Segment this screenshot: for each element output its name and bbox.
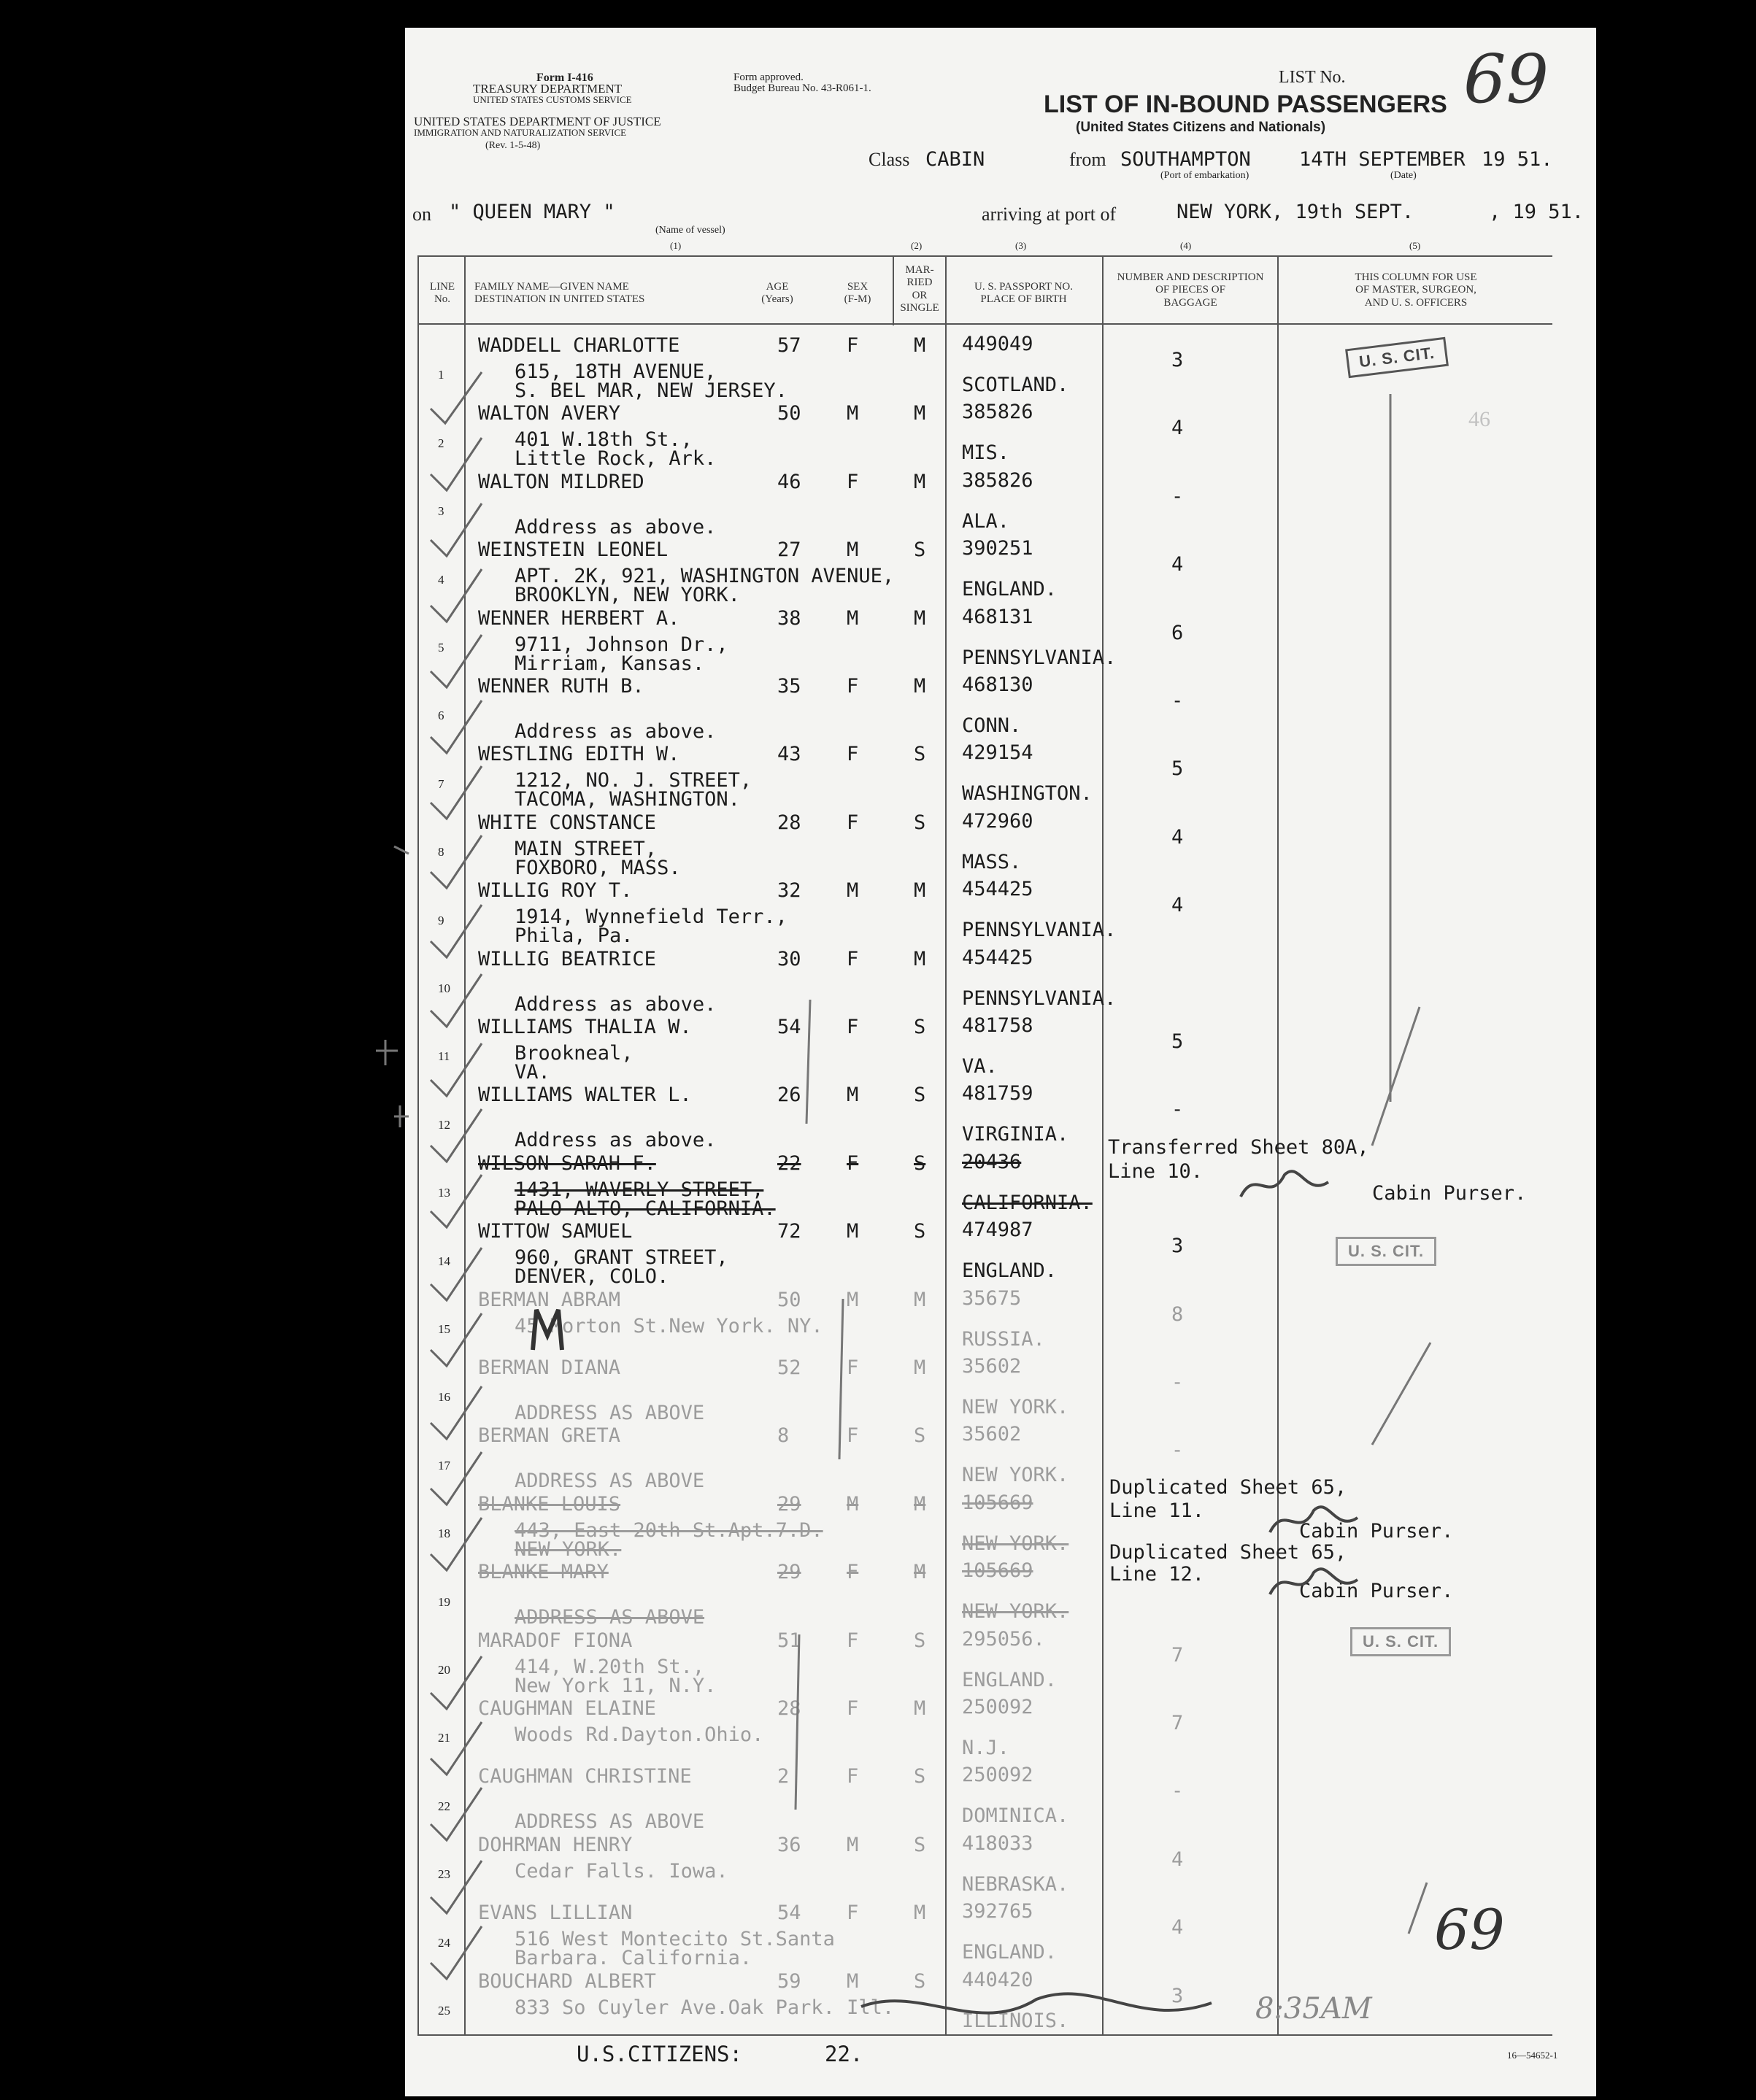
row-addr2: ADDRESS AS ABOVE [515, 1402, 705, 1424]
row-passport: 454425 [962, 946, 1033, 969]
row-birth: ENGLAND. [962, 1668, 1058, 1691]
row-age: 46 [777, 470, 801, 493]
line-number: 4 [438, 572, 444, 587]
row-birth: PENNSYLVANIA. [962, 987, 1117, 1010]
duplicated-note-1a: Duplicated Sheet 65, [1109, 1476, 1347, 1499]
row-ms: M [914, 1492, 926, 1516]
row-addr1: 414, W.20th St., [515, 1655, 705, 1678]
row-age: 51 [777, 1629, 801, 1652]
date-note: (Date) [1390, 170, 1417, 181]
vessel-name: " QUEEN MARY " [449, 201, 615, 223]
row-sex: M [847, 1833, 859, 1856]
row-bag: 4 [1171, 1916, 1184, 1939]
row-ms: S [914, 1765, 926, 1788]
total-value: 22. [825, 2042, 863, 2066]
row-ms: M [914, 879, 926, 903]
row-passport: 472960 [962, 809, 1033, 833]
row-addr2: S. BEL MAR, NEW JERSEY. [515, 379, 787, 402]
checkmark-icon [431, 372, 482, 1979]
row-addr1: 1914, Wynnefield Terr., [515, 906, 787, 929]
row-ms: M [914, 1902, 926, 1925]
row-sex: M [847, 1084, 859, 1107]
row-addr2: Barbara. California. [515, 1947, 752, 1970]
us-cit-stamp: U. S. CIT. [1336, 1237, 1436, 1266]
row-sex: M [847, 1492, 859, 1516]
row-age: 72 [777, 1220, 801, 1243]
row-addr2: Address as above. [515, 1129, 717, 1152]
row-passport: 468131 [962, 605, 1033, 628]
row-ms: S [914, 1424, 926, 1448]
row-passport: 35675 [962, 1286, 1022, 1310]
letter-m-icon [533, 1310, 562, 1350]
row-passport: 392765 [962, 1900, 1033, 1923]
row-sex: F [847, 675, 859, 698]
row-age: 2 [777, 1765, 790, 1788]
row-ms: M [914, 1697, 926, 1720]
col-num-5: (5) [1409, 240, 1421, 251]
row-birth: NEW YORK. [962, 1396, 1069, 1418]
row-sex: F [847, 1356, 859, 1379]
col-header-baggage: NUMBER AND DESCRIPTION OF PIECES OF BAGGAGE [1117, 271, 1264, 309]
row-addr2: NEW YORK. [515, 1537, 622, 1561]
row-birth: WASHINGTON. [962, 782, 1093, 806]
page-title: LIST OF IN-BOUND PASSENGERS [1044, 90, 1447, 118]
row-birth: NEBRASKA. [962, 1872, 1069, 1896]
ins-service: IMMIGRATION AND NATURALIZATION SERVICE [414, 127, 627, 138]
revision: (Rev. 1-5-48) [485, 140, 541, 151]
row-age: 28 [777, 811, 801, 834]
signature-icon [861, 1171, 1358, 2012]
row-addr1: 1431, WAVERLY STREET, [515, 1178, 764, 1201]
row-birth: NEW YORK. [962, 1532, 1069, 1555]
transferred-note-2: Line 10. [1108, 1160, 1204, 1183]
row-addr2: VA. [515, 1061, 550, 1084]
row-ms: S [914, 1151, 926, 1175]
line-number: 14 [438, 1254, 450, 1268]
row-ms: S [914, 1084, 926, 1107]
row-addr2: TACOMA, WASHINGTON. [515, 788, 740, 811]
row-bag: 8 [1171, 1302, 1184, 1326]
pencil-line-icon [376, 394, 1430, 1934]
row-age: 52 [777, 1356, 801, 1379]
row-passport: 250092 [962, 1696, 1033, 1718]
row-ms: M [914, 1288, 926, 1311]
row-addr1: MAIN STREET, [515, 837, 658, 860]
row-ms: S [914, 1016, 926, 1038]
row-addr2: New York 11, N.Y. [515, 1674, 717, 1697]
line-number: 24 [438, 1935, 450, 1950]
row-passport: 385826 [962, 401, 1033, 424]
handwritten-list-no: 69 [1434, 1897, 1505, 1962]
row-sex: F [847, 334, 859, 357]
line-number: 18 [438, 1526, 450, 1541]
line-number: 25 [438, 2004, 450, 2018]
row-bag: - [1171, 690, 1184, 712]
row-passport: 429154 [962, 741, 1033, 765]
from-label: from [1069, 149, 1106, 170]
row-passport: 468130 [962, 673, 1033, 696]
row-addr2: Address as above. [515, 992, 717, 1016]
row-passport: 449049 [962, 333, 1033, 355]
line-number: 8 [438, 845, 444, 860]
line-number: 9 [438, 913, 444, 927]
row-passport: 440420 [962, 1968, 1033, 1991]
row-ms: M [914, 1356, 926, 1379]
row-addr2: Address as above. [515, 720, 717, 743]
row-addr2: Address as above. [515, 515, 717, 538]
row-birth: RUSSIA. [962, 1327, 1045, 1351]
row-addr2: PALO ALTO, CALIFORNIA. [515, 1197, 776, 1220]
row-age: 8 [777, 1424, 790, 1448]
line-number: 1 [438, 368, 444, 382]
row-bag: 4 [1171, 825, 1184, 849]
row-passport: 105669 [962, 1491, 1033, 1514]
row-name: WENNER RUTH B. [478, 675, 644, 698]
list-no-label: LIST No. [1279, 68, 1346, 87]
row-age: 54 [777, 1016, 801, 1038]
row-name: WILLIAMS WALTER L. [478, 1084, 692, 1107]
total-label: U.S.CITIZENS: [577, 2042, 742, 2066]
row-bag: 7 [1171, 1643, 1184, 1667]
duplicated-note-2a: Duplicated Sheet 65, [1109, 1541, 1347, 1564]
row-birth: N.J. [962, 1737, 1010, 1759]
row-birth: NEW YORK. [962, 1600, 1069, 1624]
line-number: 10 [438, 981, 450, 995]
row-sex: F [847, 1902, 859, 1925]
row-age: 22 [777, 1151, 801, 1175]
row-name: WILLIG BEATRICE [478, 947, 656, 970]
row-bag: 7 [1171, 1712, 1184, 1734]
row-passport: 20436 [962, 1150, 1022, 1173]
row-birth: ENGLAND. [962, 578, 1058, 601]
row-passport: 418033 [962, 1831, 1033, 1855]
row-addr1: 516 West Montecito St.Santa [515, 1928, 835, 1951]
row-addr1: APT. 2K, 921, WASHINGTON AVENUE, [515, 565, 895, 588]
row-birth: PENNSYLVANIA. [962, 919, 1117, 942]
row-birth: ALA. [962, 509, 1010, 533]
date-year: 19 51. [1482, 148, 1553, 171]
row-name: WILSON SARAH F. [478, 1151, 656, 1175]
arrival-year: , 19 51. [1489, 201, 1584, 223]
treasury-dept: TREASURY DEPARTMENT [473, 82, 623, 96]
row-sex: M [847, 1220, 859, 1243]
row-birth: ILLINOIS. [962, 2009, 1069, 2032]
row-name: BERMAN ABRAM [478, 1288, 621, 1311]
row-name: WHITE CONSTANCE [478, 811, 656, 834]
row-passport: 481759 [962, 1082, 1033, 1105]
row-bag: 5 [1171, 757, 1184, 781]
row-ms: M [914, 402, 926, 425]
row-name: BERMAN GRETA [478, 1424, 621, 1448]
row-birth: VA. [962, 1055, 998, 1078]
form-code: 16—54652-1 [1507, 2050, 1558, 2061]
row-age: 54 [777, 1902, 801, 1925]
row-name: BLANKE LOUIS [478, 1492, 621, 1516]
row-age: 30 [777, 947, 801, 970]
row-addr1: 45 Morton St.New York. NY. [515, 1314, 823, 1337]
row-passport: 35602 [962, 1423, 1022, 1446]
justice-dept: UNITED STATES DEPARTMENT OF JUSTICE [414, 115, 661, 128]
line-number: 17 [438, 1458, 450, 1472]
row-sex: M [847, 1288, 859, 1311]
row-sex: M [847, 879, 859, 903]
row-bag: 3 [1171, 349, 1184, 371]
row-passport: 481758 [962, 1014, 1033, 1037]
transferred-note-1: Transferred Sheet 80A, [1108, 1136, 1369, 1159]
row-age: 27 [777, 538, 801, 562]
row-sex: F [847, 947, 859, 970]
line-number: 13 [438, 1186, 450, 1200]
row-sex: F [847, 1561, 859, 1584]
row-bag: 4 [1171, 894, 1184, 917]
row-bag: 4 [1171, 553, 1184, 576]
row-birth: MASS. [962, 850, 1022, 873]
row-birth: PENNSYLVANIA. [962, 646, 1117, 669]
row-name: WESTLING EDITH W. [478, 743, 680, 766]
row-ms: S [914, 743, 926, 766]
row-name: WENNER HERBERT A. [478, 606, 680, 630]
row-sex: M [847, 1969, 859, 1993]
line-number: 21 [438, 1731, 450, 1745]
row-birth: ENGLAND. [962, 1259, 1058, 1283]
row-sex: F [847, 811, 859, 834]
col-num-2: (2) [911, 240, 923, 251]
duplicated-note-1b: Line 11. [1109, 1499, 1205, 1522]
date-value: 14TH SEPTEMBER [1299, 148, 1466, 171]
col-header-sex: SEX (F-M) [844, 281, 871, 306]
row-age: 29 [777, 1492, 801, 1516]
row-addr2: Little Rock, Ark. [515, 447, 717, 471]
row-age: 26 [777, 1084, 801, 1107]
row-addr1: 9711, Johnson Dr., [515, 633, 728, 656]
row-ms: S [914, 1833, 926, 1856]
row-age: 57 [777, 334, 801, 357]
line-number: 2 [438, 436, 444, 450]
col-header-line: LINE No. [429, 281, 455, 306]
vessel-on-label: on [412, 204, 431, 225]
row-sex: F [847, 1629, 859, 1652]
row-sex: F [847, 1016, 859, 1038]
row-addr2: FOXBORO, MASS. [515, 856, 681, 879]
line-number: 7 [438, 776, 444, 791]
row-age: 50 [777, 402, 801, 425]
line-number: 5 [438, 641, 444, 655]
row-age: 50 [777, 1288, 801, 1311]
row-addr2: Mirriam, Kansas. [515, 652, 705, 675]
row-name: DOHRMAN HENRY [478, 1833, 633, 1856]
row-age: 38 [777, 606, 801, 630]
customs-service: UNITED STATES CUSTOMS SERVICE [473, 94, 632, 105]
arriving-label: arriving at port of [982, 204, 1117, 225]
row-birth: NEW YORK. [962, 1464, 1069, 1487]
row-age: 59 [777, 1969, 801, 1993]
row-name: EVANS LILLIAN [478, 1902, 633, 1925]
row-ms: S [914, 1220, 926, 1243]
row-ms: M [914, 470, 926, 493]
class-value: CABIN [925, 148, 985, 171]
row-sex: F [847, 1151, 859, 1175]
row-age: 35 [777, 675, 801, 698]
row-bag: - [1171, 1439, 1184, 1462]
col-header-married: MAR- RIED OR SINGLE [900, 264, 939, 314]
row-passport: 35602 [962, 1355, 1022, 1378]
row-addr2: BROOKLYN, NEW YORK. [515, 584, 740, 607]
row-sex: M [847, 402, 859, 425]
row-addr1: 833 So Cuyler Ave.Oak Park. Ill. [515, 1996, 895, 2019]
row-name: CAUGHMAN ELAINE [478, 1697, 656, 1720]
row-passport: 250092 [962, 1764, 1033, 1787]
cabin-purser-3: Cabin Purser. [1299, 1580, 1454, 1602]
col-num-1: (1) [670, 240, 682, 251]
row-bag: 4 [1171, 1848, 1184, 1871]
row-addr1: Woods Rd.Dayton.Ohio. [515, 1723, 764, 1746]
row-age: 32 [777, 879, 801, 903]
row-addr2: ADDRESS AS ABOVE [515, 1606, 705, 1629]
row-bag: 3 [1171, 1235, 1184, 1258]
row-name: CAUGHMAN CHRISTINE [478, 1765, 692, 1788]
row-ms: M [914, 675, 926, 698]
row-ms: M [914, 334, 926, 357]
row-sex: F [847, 1765, 859, 1788]
row-addr1: 615, 18TH AVENUE, [515, 360, 717, 383]
margin-number: 46 [1468, 407, 1490, 431]
vessel-note: (Name of vessel) [655, 225, 725, 236]
row-ms: M [914, 1561, 926, 1584]
row-age: 28 [777, 1697, 801, 1720]
row-bag: - [1171, 1780, 1184, 1803]
row-bag: 3 [1171, 1984, 1184, 2007]
row-addr1: 1212, NO. J. STREET, [515, 769, 752, 792]
row-name: BOUCHARD ALBERT [478, 1969, 656, 1993]
row-name: MARADOF FIONA [478, 1629, 633, 1652]
row-name: WALTON AVERY [478, 402, 621, 425]
col-header-officers: THIS COLUMN FOR USE OF MASTER, SURGEON, AND U. S. OFFICERS [1355, 271, 1477, 309]
line-number: 6 [438, 709, 444, 723]
from-note: (Port of embarkation) [1160, 170, 1249, 181]
row-bag: - [1171, 1371, 1184, 1394]
duplicated-note-2b: Line 12. [1109, 1563, 1205, 1586]
col-num-3: (3) [1015, 240, 1027, 251]
row-passport: 385826 [962, 468, 1033, 492]
row-bag: 4 [1171, 417, 1184, 440]
row-bag: 6 [1171, 621, 1184, 644]
row-birth: CONN. [962, 714, 1022, 737]
row-addr1: 960, GRANT STREET, [515, 1246, 728, 1270]
row-ms: M [914, 606, 926, 630]
row-birth: CALIFORNIA. [962, 1191, 1093, 1214]
row-name: WALTON MILDRED [478, 470, 644, 493]
us-cit-stamp: U. S. CIT. [1345, 337, 1449, 379]
row-sex: F [847, 1697, 859, 1720]
row-ms: M [914, 947, 926, 970]
row-name: WILLIG ROY T. [478, 879, 633, 903]
cabin-purser-1: Cabin Purser. [1372, 1182, 1527, 1205]
row-ms: S [914, 811, 926, 834]
row-passport: 474987 [962, 1219, 1033, 1242]
row-name: WITTOW SAMUEL [478, 1220, 633, 1243]
row-birth: SCOTLAND. [962, 374, 1069, 396]
list-no-handwritten: 69 [1463, 40, 1549, 118]
row-passport: 390251 [962, 537, 1033, 560]
row-addr1: Brookneal, [515, 1042, 634, 1065]
row-passport: 295056. [962, 1627, 1045, 1651]
col-header-age: AGE (Years) [761, 281, 793, 306]
row-addr1: 401 W.18th St., [515, 428, 693, 452]
handwritten-time: 8:35AM [1255, 1992, 1372, 2026]
from-value: SOUTHAMPTON [1120, 148, 1251, 171]
row-bag: 5 [1171, 1030, 1184, 1053]
row-addr2: DENVER, COLO. [515, 1265, 669, 1289]
row-birth: ENGLAND. [962, 1941, 1058, 1964]
col-header-passport: U. S. PASSPORT NO. PLACE OF BIRTH [974, 281, 1073, 306]
row-age: 36 [777, 1833, 801, 1856]
line-number: 15 [438, 1322, 450, 1336]
col-header-name: FAMILY NAME—GIVEN NAME DESTINATION IN UNITED STATES [474, 281, 645, 306]
line-number: 11 [438, 1049, 450, 1064]
row-passport: 105669 [962, 1559, 1033, 1583]
row-age: 43 [777, 743, 801, 766]
row-sex: M [847, 538, 859, 562]
row-bag: - [1171, 485, 1184, 508]
page-subtitle: (United States Citizens and Nationals) [1076, 120, 1326, 135]
row-addr1: Cedar Falls. Iowa. [515, 1859, 728, 1883]
row-name: WADDELL CHARLOTTE [478, 334, 680, 357]
row-birth: DOMINICA. [962, 1804, 1069, 1828]
line-number: 16 [438, 1390, 450, 1405]
row-ms: S [914, 1629, 926, 1652]
us-cit-stamp: U. S. CIT. [1350, 1627, 1451, 1656]
row-birth: VIRGINIA. [962, 1123, 1069, 1146]
line-number: 19 [438, 1594, 450, 1609]
line-number: 3 [438, 504, 444, 519]
row-sex: M [847, 606, 859, 630]
budget-bureau: Budget Bureau No. 43-R061-1. [733, 82, 871, 94]
arrival-port-date: NEW YORK, 19th SEPT. [1177, 201, 1414, 223]
line-number: 20 [438, 1663, 450, 1677]
row-sex: F [847, 743, 859, 766]
line-number: 23 [438, 1867, 450, 1882]
row-name: BERMAN DIANA [478, 1356, 621, 1379]
row-addr2: ADDRESS AS ABOVE [515, 1470, 705, 1493]
form-number: Form I-416 [536, 72, 593, 84]
row-bag: - [1171, 1098, 1184, 1122]
cabin-purser-2: Cabin Purser. [1299, 1520, 1454, 1543]
row-addr1: 443, East 20th St.Apt.7.D. [515, 1518, 823, 1542]
row-name: BLANKE MARY [478, 1561, 609, 1584]
row-birth: MIS. [962, 441, 1010, 465]
class-label: Class [869, 149, 910, 170]
row-addr2: Phila, Pa. [515, 924, 634, 948]
row-ms: S [914, 538, 926, 562]
line-number: 22 [438, 1799, 450, 1813]
row-name: WEINSTEIN LEONEL [478, 538, 669, 562]
col-num-4: (4) [1180, 240, 1192, 251]
row-name: WILLIAMS THALIA W. [478, 1016, 692, 1038]
form-approved: Form approved. [733, 72, 804, 83]
row-ms: S [914, 1969, 926, 1993]
line-number: 12 [438, 1117, 450, 1132]
row-addr2: ADDRESS AS ABOVE [515, 1810, 705, 1834]
row-passport: 454425 [962, 878, 1033, 901]
row-sex: F [847, 1424, 859, 1448]
row-age: 29 [777, 1561, 801, 1584]
row-sex: F [847, 470, 859, 493]
